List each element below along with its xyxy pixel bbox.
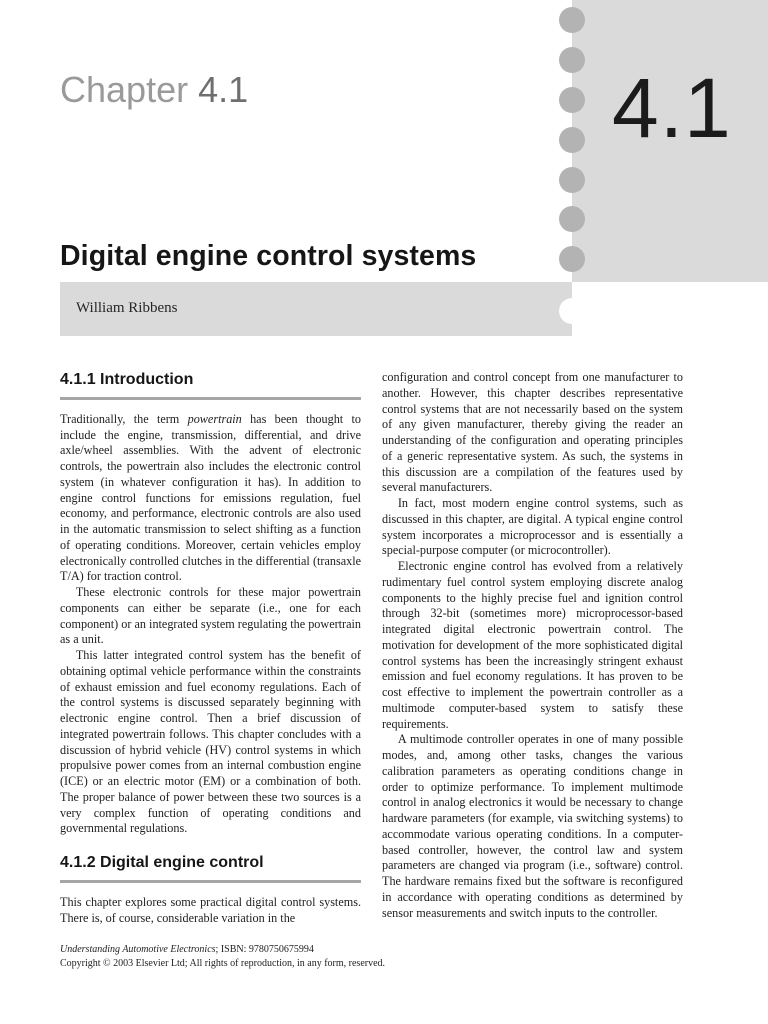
isbn: ; ISBN: 9780750675994	[215, 944, 314, 955]
tab-dot	[559, 246, 585, 272]
tab-dot	[559, 7, 585, 33]
dec-paragraph-4: A multimode controller operates in one of many possible modes, and, among other tasks, changes the various calibration parameters as operating conditions change in order to optimize performance. To implement multimode control in analog electronics it would be necessary to change hardware parameters (for example, via switching systems) to accommodate various operating conditions. In a computer-based controller, however, the control law and system parameters are changed via program (i.e., software) control. The hardware remains fixed but the software is reconfigured in accordance with operating conditions as determined by sensor measurements and switch inputs to the controller.	[382, 732, 683, 920]
page-footer	[60, 943, 385, 971]
tab-dot	[559, 167, 585, 193]
chapter-title: Digital engine control systems	[60, 240, 477, 272]
intro-p1-italic-term: powertrain	[187, 411, 242, 426]
chapter-word: Chapter	[60, 69, 189, 110]
intro-p1-run: has been thought to include the engine, transmission, differential, and drive axle/wheel assemblies. With the advent of electronic controls, the powertrain also includes the electronic control system (in whatever configuration it has). In addition to engine control functions for emissions regulation, fuel economy, and performance, electronic controls are also used in the automatic transmission to select shifting as a function of operating conditions. Moreover, certain vehicles employ electronically controlled clutches in the differential (transaxle T/A) for traction control.	[60, 411, 361, 584]
left-column	[60, 370, 361, 926]
tab-dot	[559, 127, 585, 153]
tab-dot	[559, 206, 585, 232]
intro-paragraph-3: This latter integrated control system has the benefit of obtaining optimal vehicle performance within the constraints of exhaust emission and fuel economy regulations. Each of the control systems is discussed separately beginning with electronic engine control. Then a brief discussion of integrated powertrain follows. This chapter concludes with a discussion of hybrid vehicle (HV) control systems in which propulsive power comes from an internal combustion engine (ICE) or an electric motor (EM) or a combination of both. The proper balance of power between these two sources is a very complex function of operating conditions and governmental regulations.	[60, 648, 361, 836]
intro-paragraph-1	[60, 412, 361, 585]
dec-paragraph-1-start: This chapter explores some practical digital control systems. There is, of course, considerable variation in the	[60, 894, 361, 925]
section-heading-introduction: 4.1.1 Introduction	[60, 370, 361, 400]
section-heading-digital-engine-control: 4.1.2 Digital engine control	[60, 853, 361, 883]
tab-dot	[559, 47, 585, 73]
dec-paragraph-1-continued: configuration and control concept from one manufacturer to another. However, this chapter describes representative control systems that are not necessarily based on the system of any given manufacturer, thereby giving the reader an understanding of the configuration and operating principles of a generic representative system. As such, the systems in this discussion are a compilation of the features used by several manufacturers.	[382, 370, 683, 495]
intro-paragraph-2: These electronic controls for these major powertrain components can either be separate (i.e., one for each component) or an integrated system regulating the powertrain as a unit.	[60, 585, 361, 647]
author-name: William Ribbens	[76, 300, 178, 316]
chapter-number: 4.1	[198, 69, 249, 110]
copyright-line: Copyright © 2003 Elsevier Ltd; All rights of reproduction, in any form, reserved.	[60, 958, 386, 969]
chapter-label	[60, 69, 249, 110]
footer-citation	[60, 943, 385, 957]
dec-paragraph-3: Electronic engine control has evolved from a relatively rudimentary fuel control system employing discrete analog components to the highly precise fuel and ignition control through 32-bit (sometimes more) microprocessor-based integrated digital electronic powertrain control. The motivation for development of the more sophisticated digital control systems has been the increasingly stringent exhaust emission and fuel economy regulations. It has proven to be cost effective to implement the powertrain controller as a multimode computer-based system to satisfy these requirements.	[382, 559, 683, 731]
book-title: Understanding Automotive Electronics	[60, 944, 216, 955]
tab-dot	[559, 87, 585, 113]
author-band-notch	[559, 298, 585, 324]
intro-p1-run: Traditionally, the term	[60, 411, 188, 426]
right-column	[382, 370, 683, 921]
dec-paragraph-2: In fact, most modern engine control systems, such as discussed in this chapter, are digital. A typical engine control system incorporates a microprocessor and is essentially a special-purpose computer (or microcontroller).	[382, 496, 683, 558]
chapter-big-number: 4.1	[612, 61, 732, 155]
